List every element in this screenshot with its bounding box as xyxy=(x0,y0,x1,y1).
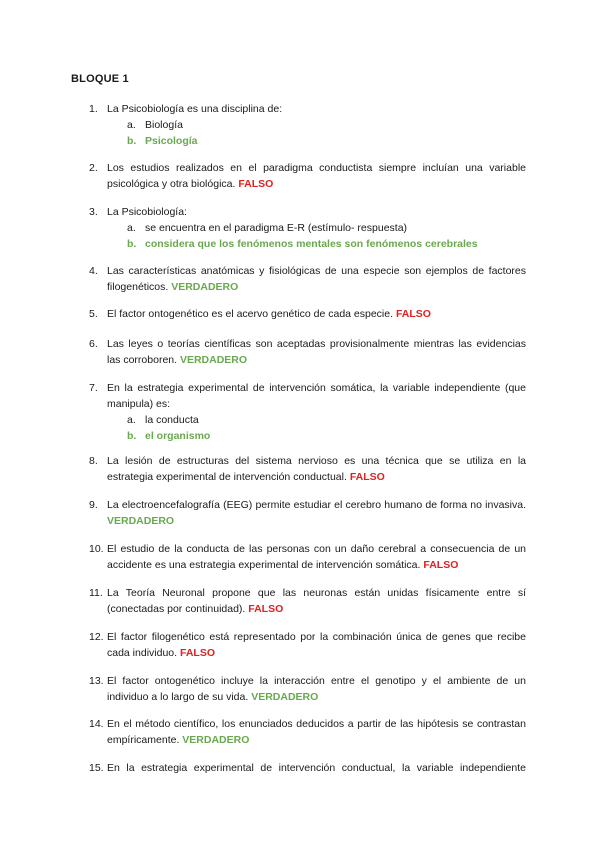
question-2 xyxy=(89,160,526,192)
question-text: En el método científico, los enunciados deducidos a partir de las hipótesis se contrastan empíricamente. VERDADERO xyxy=(107,718,526,746)
answer-true: VERDADERO xyxy=(171,281,239,293)
question-number: 2. xyxy=(89,162,98,174)
option-b-correct: b. el organismo xyxy=(127,430,211,442)
question-number: 5. xyxy=(89,308,98,320)
answer-true: VERDADERO xyxy=(107,515,175,527)
question-text: El factor ontogenético incluye la interacción entre el genotipo y el ambiente de un individuo a lo largo de su vida. VERDADERO xyxy=(107,675,526,703)
question-number: 13. xyxy=(89,675,104,687)
question-number: 3. xyxy=(89,206,98,218)
options-list xyxy=(127,412,526,444)
block-title: BLOQUE 1 xyxy=(71,73,129,85)
option-b-correct: b. considera que los fenómenos mentales son fenómenos cerebrales xyxy=(127,238,478,250)
question-number: 10. xyxy=(89,543,104,555)
question-text: La Teoría Neuronal propone que las neuronas están unidas físicamente entre sí (conectadas por continuidad). FALSO xyxy=(107,587,526,615)
question-text: El factor ontogenético es el acervo genético de cada especie. FALSO xyxy=(107,308,431,320)
question-8 xyxy=(89,453,526,485)
question-number: 14. xyxy=(89,718,104,730)
option-a: a. Biología xyxy=(127,119,183,131)
question-12 xyxy=(89,629,526,661)
option-b-correct: b. Psicología xyxy=(127,135,198,147)
answer-false: FALSO xyxy=(423,559,459,571)
question-number: 11. xyxy=(89,587,103,599)
answer-false: FALSO xyxy=(238,178,274,190)
question-9 xyxy=(89,497,526,529)
options-list xyxy=(127,117,526,149)
question-10 xyxy=(89,541,526,573)
answer-false: FALSO xyxy=(179,647,215,659)
answer-false: FALSO xyxy=(248,603,284,615)
question-3 xyxy=(89,204,526,252)
question-1 xyxy=(89,101,526,149)
question-6 xyxy=(89,336,526,368)
question-number: 15. xyxy=(89,762,104,774)
question-text: La Psicobiología: xyxy=(107,206,187,218)
question-number: 6. xyxy=(89,338,98,350)
question-number: 7. xyxy=(89,382,98,394)
answer-true: VERDADERO xyxy=(182,734,250,746)
question-text: La Psicobiología es una disciplina de: xyxy=(107,103,283,115)
question-text: Las leyes o teorías científicas son aceptadas provisionalmente mientras las evidencias las corroboren. VERDADERO xyxy=(107,338,526,366)
answer-true: VERDADERO xyxy=(179,354,248,366)
options-list xyxy=(127,220,526,252)
question-text: El factor filogenético está representado por la combinación única de genes que recibe cada individuo. FALSO xyxy=(107,631,526,659)
answer-true: VERDADERO xyxy=(251,691,319,703)
answer-false: FALSO xyxy=(349,471,385,483)
question-11 xyxy=(89,585,526,617)
option-a: a. se encuentra en el paradigma E-R (estímulo- respuesta) xyxy=(127,222,408,234)
question-13 xyxy=(89,673,526,705)
question-number: 12. xyxy=(89,631,104,643)
question-4 xyxy=(89,263,526,295)
question-14 xyxy=(89,716,526,748)
question-text: El estudio de la conducta de las personas con un daño cerebral a consecuencia de un accidente es una estrategia experimental de intervención somática. FALSO xyxy=(107,543,526,571)
question-text: En la estrategia experimental de intervención somática, la variable independiente (que manipula) es: xyxy=(107,382,526,410)
question-number: 9. xyxy=(89,499,98,511)
question-text: Los estudios realizados en el paradigma conductista siempre incluían una variable psicológica y otra biológica. FALSO xyxy=(107,162,526,190)
question-text: En la estrategia experimental de intervención conductual, la variable independiente xyxy=(107,762,526,774)
question-number: 1. xyxy=(89,103,98,115)
question-number: 4. xyxy=(89,265,98,277)
question-5 xyxy=(89,306,526,322)
question-text: Las características anatómicas y fisiológicas de una especie son ejemplos de factores filogenéticos. VERDADERO xyxy=(107,265,526,293)
question-7 xyxy=(89,380,526,444)
question-text: La lesión de estructuras del sistema nervioso es una técnica que se utiliza en la estrategia experimental de intervención conductual. FALSO xyxy=(107,455,526,483)
question-text: La electroencefalografía (EEG) permite estudiar el cerebro humano de forma no invasiva. VERDADERO xyxy=(107,499,526,527)
option-a: a. la conducta xyxy=(127,414,199,426)
question-15 xyxy=(89,760,526,776)
question-number: 8. xyxy=(89,455,98,467)
answer-false: FALSO xyxy=(395,308,431,320)
